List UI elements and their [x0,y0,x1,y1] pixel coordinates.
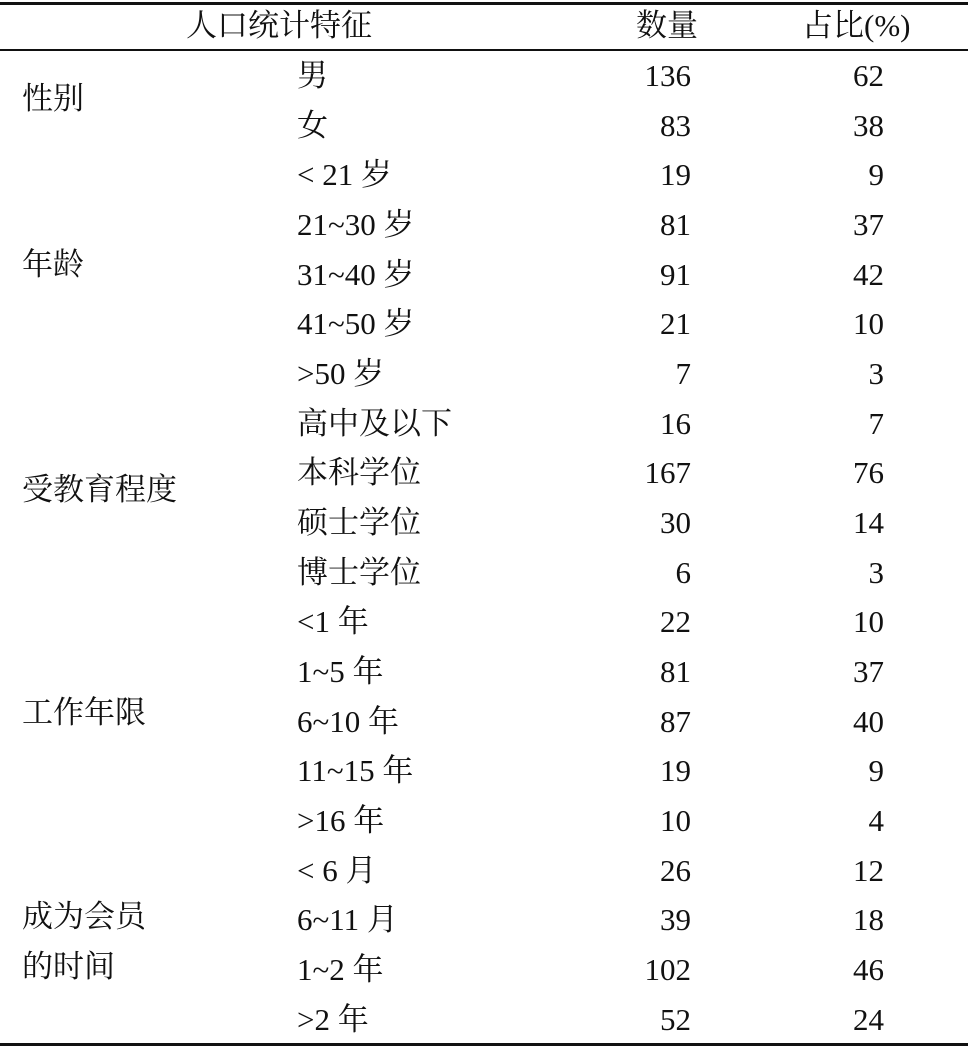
group-label-work-years: 工作年限 [22,695,146,730]
row-category: 31~40 岁 [297,257,415,292]
table-row [0,945,968,995]
row-percent: 76 [853,455,884,490]
row-percent: 3 [868,356,884,391]
row-count: 7 [675,356,691,391]
row-category: 21~30 岁 [297,207,415,242]
table-row [0,796,968,846]
row-percent: 46 [853,952,884,987]
row-category: 本科学位 [297,455,421,490]
row-percent: 12 [853,853,884,888]
table-row [0,101,968,151]
row-percent: 40 [853,704,884,739]
row-category: >2 年 [297,1002,369,1037]
row-count: 81 [660,207,691,242]
row-count: 26 [660,853,691,888]
row-category: 女 [297,108,328,143]
group-label-gender: 性别 [22,81,84,116]
group-label-age: 年龄 [22,247,84,282]
row-percent: 4 [868,803,884,838]
header-count: 数量 [636,8,698,43]
table-row [0,250,968,300]
group-label-education: 受教育程度 [22,472,177,507]
table-bottom-rule [0,1043,968,1046]
row-category: 6~11 月 [297,902,398,937]
table-row [0,697,968,747]
row-category: 男 [297,58,328,93]
row-count: 22 [660,604,691,639]
row-category: 博士学位 [297,555,421,590]
row-count: 16 [660,406,691,441]
header-feature: 人口统计特征 [186,8,372,43]
table-row [0,349,968,399]
row-percent: 10 [853,306,884,341]
table-row [0,597,968,647]
row-category: >50 岁 [297,356,385,391]
row-percent: 62 [853,58,884,93]
table-row [0,399,968,449]
row-percent: 9 [868,157,884,192]
row-count: 81 [660,654,691,689]
row-count: 21 [660,306,691,341]
table-row [0,746,968,796]
row-percent: 38 [853,108,884,143]
table-row [0,51,968,101]
row-category: 1~2 年 [297,952,384,987]
table-row [0,548,968,598]
row-category: < 6 月 [297,853,377,888]
row-category: 1~5 年 [297,654,384,689]
row-count: 136 [644,58,691,93]
table-row [0,895,968,945]
header-percent: 占比(%) [802,8,911,43]
row-count: 167 [644,455,691,490]
row-count: 19 [660,753,691,788]
row-count: 19 [660,157,691,192]
group-label-membership-time: 成为会员 的时间 [22,899,146,984]
row-count: 10 [660,803,691,838]
row-count: 39 [660,902,691,937]
table-row [0,200,968,250]
row-count: 87 [660,704,691,739]
row-percent: 7 [868,406,884,441]
table-row [0,150,968,200]
row-count: 30 [660,505,691,540]
row-category: 高中及以下 [297,406,452,441]
table-row [0,299,968,349]
row-percent: 3 [868,555,884,590]
row-percent: 37 [853,654,884,689]
row-count: 6 [675,555,691,590]
row-category: 6~10 年 [297,704,400,739]
row-percent: 14 [853,505,884,540]
table-row [0,448,968,498]
row-count: 102 [644,952,691,987]
row-percent: 42 [853,257,884,292]
row-count: 52 [660,1002,691,1037]
table-row [0,846,968,896]
row-percent: 18 [853,902,884,937]
row-percent: 9 [868,753,884,788]
table-row [0,498,968,548]
row-percent: 37 [853,207,884,242]
row-count: 91 [660,257,691,292]
row-category: 11~15 年 [297,753,414,788]
table-row [0,647,968,697]
row-percent: 10 [853,604,884,639]
row-category: <1 年 [297,604,369,639]
table-row [0,995,968,1045]
row-category: 41~50 岁 [297,306,415,341]
row-count: 83 [660,108,691,143]
row-percent: 24 [853,1002,884,1037]
row-category: < 21 岁 [297,157,392,192]
row-category: >16 年 [297,803,385,838]
row-category: 硕士学位 [297,505,421,540]
